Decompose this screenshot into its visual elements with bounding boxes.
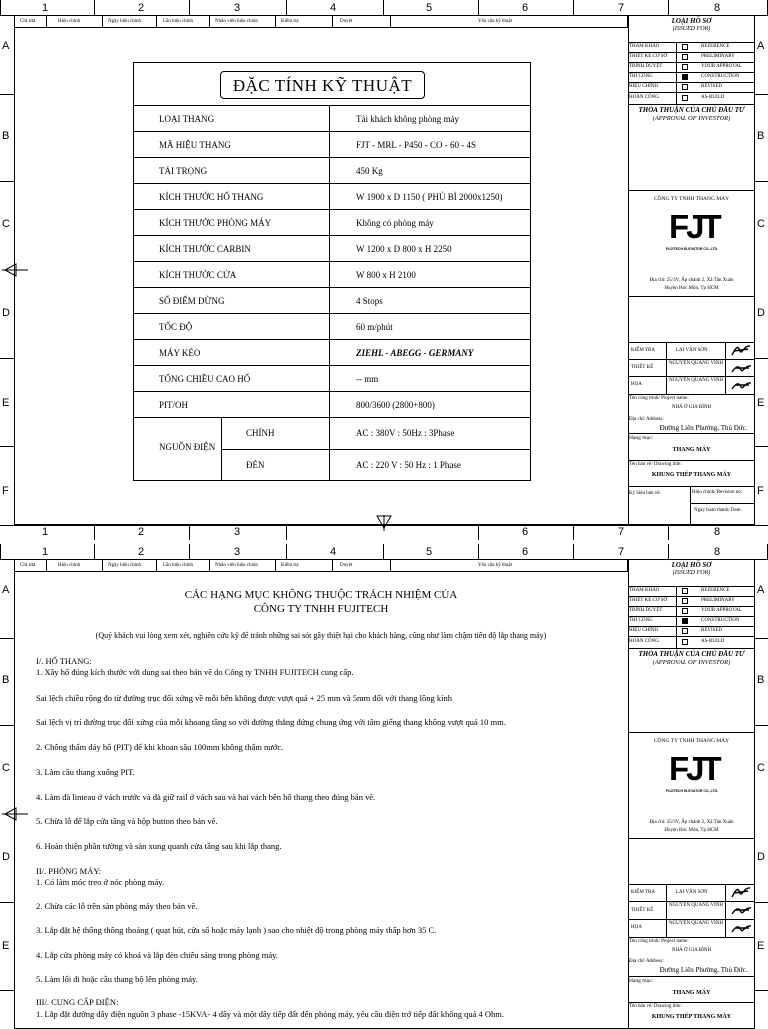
power-value-main: AC : 380V : 50Hz : 3Phase bbox=[356, 428, 455, 438]
project-label: Tên công trình/ Project name: bbox=[629, 939, 689, 944]
row-letter-a: A bbox=[2, 40, 10, 52]
status-label-en: PRELIMINARY bbox=[701, 598, 735, 603]
signature-icon bbox=[730, 343, 752, 357]
spec-row bbox=[134, 157, 530, 183]
row-letter-c: C bbox=[2, 218, 10, 230]
spec-key: KÍCH THƯỚC CỬA bbox=[159, 270, 237, 280]
revision-label: Hiệu chỉnh/ Revision no: bbox=[692, 490, 743, 495]
status-label-en: CONSTRUCTION bbox=[701, 74, 740, 79]
notes-line: 3. Lắp đặt hệ thống thông thoáng ( quạt hút, cửa sổ hoặc máy lạnh ) sao cho nhiệt độ trong phòng máy thấp hơn 35 C. bbox=[36, 925, 437, 935]
header-cell-5: Nhân viên hiệu chỉnh bbox=[215, 563, 258, 568]
logo-subtitle: FUJITECH ELEVATOR CO.,LTD. bbox=[665, 789, 719, 793]
spec-key: MÃ HIỆU THANG bbox=[159, 140, 231, 150]
row-letter-c-right: C bbox=[757, 762, 765, 774]
spec-row bbox=[134, 235, 530, 261]
spec-row bbox=[134, 183, 530, 209]
col-num-1-bottom: 1 bbox=[42, 526, 49, 538]
spec-value: 800/3600 (2800+800) bbox=[356, 400, 435, 410]
row-letter-e: E bbox=[2, 397, 10, 409]
header-cell-2: Hiệu chỉnh bbox=[58, 563, 81, 568]
company-logo bbox=[665, 208, 719, 254]
status-label-en: YOUR APPROVAL bbox=[701, 608, 742, 613]
project-address: Đường Liên Phường, Thủ Đức. bbox=[659, 424, 748, 432]
col-num-2-bottom: 2 bbox=[138, 526, 145, 538]
status-label: THI CÔNG bbox=[629, 618, 653, 623]
col-num-2: 2 bbox=[138, 546, 145, 558]
spec-key: PIT/OH bbox=[159, 400, 188, 410]
header-cell-3: Ngày hiệu chỉnh bbox=[108, 563, 142, 568]
spec-value: 4 Stops bbox=[356, 296, 383, 306]
row-letter-a: A bbox=[2, 584, 10, 596]
col-num-1: 1 bbox=[42, 2, 49, 14]
spec-value: 60 m/phút bbox=[356, 322, 393, 332]
revision-header bbox=[14, 559, 628, 572]
status-label-en: AS-BUILD bbox=[701, 639, 725, 644]
project-label: Tên công trình/ Project name: bbox=[629, 396, 689, 401]
col-num-7: 7 bbox=[618, 546, 625, 558]
signature-icon bbox=[730, 361, 752, 375]
col-num-1: 1 bbox=[42, 546, 49, 558]
status-checkbox-approval[interactable] bbox=[682, 64, 688, 70]
row-letter-b-right: B bbox=[757, 674, 765, 686]
col-num-6: 6 bbox=[522, 546, 529, 558]
staff-name-draw: NGUYỄN QUANG VINH bbox=[668, 921, 724, 926]
row-letter-e: E bbox=[2, 940, 10, 952]
header-cell-7: Duyệt bbox=[340, 563, 353, 568]
status-label: HOÀN CÔNG bbox=[629, 639, 659, 644]
staff-role-draw: HỌA bbox=[631, 382, 642, 387]
notes-line: 1. Lắp đặt đường dây điện nguồn 3 phase -15KVA- 4 dây và một dây tiếp đất đến phòng máy, yêu cầu điện trở tiếp đất không quá 4 Ohm. bbox=[36, 1009, 505, 1019]
status-checkbox-construction[interactable] bbox=[682, 74, 688, 80]
col-num-5: 5 bbox=[426, 2, 433, 14]
notes-title-2: CÔNG TY TNHH FUJITECH bbox=[253, 603, 389, 615]
notes-line: 6. Hoàn thiện phần tường và sàn xung quanh cửa tầng sau khi lắp thang. bbox=[36, 841, 282, 851]
status-checkbox-asbuild[interactable] bbox=[682, 95, 688, 101]
staff-name-design: NGUYỄN QUANG VINH bbox=[668, 903, 724, 908]
status-label-en: PRELIMINARY bbox=[701, 54, 735, 59]
row-letter-f-right: F bbox=[757, 485, 764, 497]
spec-value: ZIEHL - ABEGG - GERMANY bbox=[356, 348, 474, 358]
staff-role-draw: HỌA bbox=[631, 925, 642, 930]
spec-title: ĐẶC TÍNH KỸ THUẬT bbox=[220, 71, 425, 99]
power-value-light: AC : 220 V : 50 Hz : 1 Phase bbox=[356, 460, 461, 470]
revision-header bbox=[14, 15, 628, 28]
notes-section-heading: I/. HỐ THANG: bbox=[36, 656, 92, 666]
spec-row bbox=[134, 313, 530, 339]
spec-row bbox=[134, 131, 530, 157]
spec-row bbox=[134, 339, 530, 365]
staff-name-check: LẠI VĂN SƠN bbox=[676, 890, 708, 895]
row-letter-c-right: C bbox=[757, 218, 765, 230]
notes-line: 2. Chống thấm đáy hố (PIT) để khi khoan sâu 100mm không thấm nước. bbox=[36, 742, 284, 752]
row-letter-b: B bbox=[2, 674, 10, 686]
spec-key: TẢI TRỌNG bbox=[159, 166, 208, 176]
spec-power-row bbox=[134, 417, 530, 480]
spec-value: W 800 x H 2100 bbox=[356, 270, 416, 280]
status-checkbox-reference[interactable] bbox=[682, 44, 688, 50]
staff-role-check: KIỂM TRA bbox=[631, 348, 655, 353]
spec-key: SỐ ĐIỂM DỪNG bbox=[159, 296, 225, 306]
status-label: HIỆU CHỈNH bbox=[629, 84, 659, 89]
col-num-2: 2 bbox=[138, 2, 145, 14]
status-checkbox-preliminary[interactable] bbox=[682, 54, 688, 60]
header-cell-1: Chỉ sửa bbox=[20, 563, 36, 568]
spec-key: TỔNG CHIỀU CAO HỐ bbox=[159, 374, 251, 384]
header-cell-8: Yêu cầu kỹ thuật bbox=[478, 563, 513, 568]
col-num-3-bottom: 3 bbox=[234, 526, 241, 538]
status-label-en: YOUR APPROVAL bbox=[701, 64, 742, 69]
company-name: CÔNG TY TNHH THANG MÁY bbox=[653, 196, 730, 202]
notes-line: 5. Chừa lỗ để lắp cửa tầng và hộp button theo bản vẽ. bbox=[36, 816, 218, 826]
company-address-2: Huyện Hóc Môn, Tp HCM bbox=[664, 828, 719, 833]
col-num-8: 8 bbox=[714, 546, 721, 558]
header-cell-2: Hiệu chỉnh bbox=[58, 19, 81, 24]
logo-mark: FJT bbox=[669, 208, 719, 245]
status-checkbox-asbuild[interactable] bbox=[682, 639, 688, 645]
notes-line: Sai lệch chiều rộng đo từ đường trục đối xứng về mỗi bên không được vượt quá + 25 mm và 5mm đối với thang lồng kính bbox=[36, 693, 452, 703]
approval-title: THỎA THUẬN CỦA CHỦ ĐẦU TƯ bbox=[638, 650, 745, 658]
signature-icon bbox=[730, 903, 752, 917]
col-num-8: 8 bbox=[714, 2, 721, 14]
status-label: HOÀN CÔNG bbox=[629, 95, 659, 100]
row-letter-a-right: A bbox=[757, 584, 765, 596]
center-mark-left-icon bbox=[2, 806, 28, 822]
col-num-3: 3 bbox=[234, 546, 241, 558]
status-checkbox-revised[interactable] bbox=[682, 84, 688, 90]
company-name: CÔNG TY TNHH THANG MÁY bbox=[653, 738, 730, 744]
status-label: THI CÔNG bbox=[629, 74, 653, 79]
spec-row bbox=[134, 105, 530, 131]
notes-line: 4. Lắp cửa phòng máy có khoá và lắp đèn chiếu sáng trong phòng máy. bbox=[36, 950, 278, 960]
issued-for-title: LOẠI HỒ SƠ bbox=[671, 17, 712, 25]
header-cell-6: Kiểm tra bbox=[281, 19, 299, 24]
header-cell-3: Ngày hiệu chỉnh bbox=[108, 19, 142, 24]
status-checkbox-reference[interactable] bbox=[682, 588, 688, 594]
project-name: NHÀ Ở GIA ĐÌNH bbox=[671, 948, 712, 953]
status-label: TRÌNH DUYỆT bbox=[629, 608, 663, 613]
col-num-7-bottom: 7 bbox=[618, 526, 625, 538]
approval-title: THỎA THUẬN CỦA CHỦ ĐẦU TƯ bbox=[638, 106, 745, 114]
drawing-label: Tên bản vẽ/ Drawing title: bbox=[629, 462, 682, 467]
spec-value: FJT - MRL - P450 - CO - 60 - 4S bbox=[356, 140, 477, 150]
spec-value: -- mm bbox=[356, 374, 379, 384]
status-label-en: REVISED bbox=[701, 84, 723, 89]
item-label: Hạng mục: bbox=[629, 435, 654, 441]
notes-line: 1. Có làm móc treo ở nóc phòng máy. bbox=[36, 877, 165, 887]
notes-line: 3. Làm cầu thang xuống PIT. bbox=[36, 767, 135, 777]
spec-value: Không có phòng máy bbox=[356, 218, 434, 228]
spec-key: TỐC ĐỘ bbox=[159, 322, 193, 332]
notes-section-heading: III/. CUNG CẤP ĐIỆN: bbox=[36, 997, 119, 1007]
header-cell-4: Lần hiệu chỉnh bbox=[163, 19, 193, 24]
spec-value: W 1200 x D 800 x H 2250 bbox=[356, 244, 452, 254]
row-letter-b-right: B bbox=[757, 130, 765, 142]
drawing-sheet-2 bbox=[0, 544, 768, 1024]
spec-key: LOẠI THANG bbox=[159, 114, 215, 124]
col-num-6: 6 bbox=[522, 2, 529, 14]
status-label: THAM KHẢO bbox=[629, 588, 660, 593]
row-letter-e-right: E bbox=[757, 940, 765, 952]
staff-role-check: KIỂM TRA bbox=[631, 890, 655, 895]
item-name: THANG MÁY bbox=[672, 447, 711, 453]
col-num-4: 4 bbox=[330, 2, 337, 14]
item-name: THANG MÁY bbox=[672, 990, 711, 996]
staff-name-check: LẠI VĂN SƠN bbox=[676, 348, 708, 353]
spec-key: MÁY KÉO bbox=[159, 348, 201, 358]
company-address: Địa chỉ: 25/3V, Ấp chánh 2, Xã Tân Xuân bbox=[649, 278, 734, 283]
header-cell-8: Yêu cầu kỹ thuật bbox=[478, 19, 513, 24]
power-key-light: ĐÈN bbox=[246, 460, 265, 470]
project-address: Đường Liên Phường, Thủ Đức. bbox=[659, 966, 748, 974]
row-letter-c: C bbox=[2, 762, 10, 774]
power-key-main: CHÍNH bbox=[246, 428, 275, 438]
approval-subtitle: (APPROVAL OF INVESTOR) bbox=[652, 659, 731, 666]
notes-title-1: CÁC HẠNG MỤC KHÔNG THUỘC TRÁCH NHIỆM CỦA bbox=[184, 589, 458, 601]
status-label-en: REVISED bbox=[701, 628, 723, 633]
spec-row bbox=[134, 261, 530, 287]
status-label: TRÌNH DUYỆT bbox=[629, 64, 663, 69]
logo-subtitle: FUJITECH ELEVATOR CO.,LTD. bbox=[665, 247, 719, 251]
issued-for-subtitle: (ISSUED FOR) bbox=[672, 570, 711, 576]
project-name: NHÀ Ở GIA ĐÌNH bbox=[671, 405, 712, 410]
status-checkbox-approval[interactable] bbox=[682, 608, 688, 614]
status-label: THIẾT KẾ CƠ SỞ bbox=[629, 54, 668, 59]
spec-row bbox=[134, 391, 530, 417]
row-letter-a-right: A bbox=[757, 40, 765, 52]
staff-role-design: THIẾT KẾ bbox=[631, 365, 654, 370]
status-label: HIỆU CHỈNH bbox=[629, 628, 659, 633]
status-label-en: REFERENCE bbox=[701, 588, 730, 593]
row-letter-d-right: D bbox=[757, 307, 765, 319]
item-label: Hạng mục: bbox=[629, 978, 654, 984]
approval-subtitle: (APPROVAL OF INVESTOR) bbox=[652, 115, 731, 122]
row-letter-d: D bbox=[2, 851, 10, 863]
notes-line: 4. Làm đà linteau ở vách trước và đà giữ rail ở vách sau và hai vách bên hố thang theo đúng bản vẽ. bbox=[36, 792, 376, 802]
spec-value: Tải khách không phòng máy bbox=[356, 114, 459, 124]
issued-for-title: LOẠI HỒ SƠ bbox=[671, 561, 712, 569]
header-cell-6: Kiểm tra bbox=[281, 563, 299, 568]
header-cell-5: Nhân viên hiệu chỉnh bbox=[215, 19, 258, 24]
company-address-2: Huyện Hóc Môn, Tp HCM bbox=[664, 286, 719, 291]
center-mark-left-icon bbox=[2, 262, 28, 278]
row-letter-d: D bbox=[2, 307, 10, 319]
status-label-en: CONSTRUCTION bbox=[701, 618, 740, 623]
logo-mark: FJT bbox=[669, 750, 719, 787]
status-checkbox-preliminary[interactable] bbox=[682, 598, 688, 604]
col-num-3: 3 bbox=[234, 2, 241, 14]
notes-subtitle: (Quý khách vui lòng xem xét, nghiên cứu kỹ để tránh những sai sót gây thiệt hại cho khách hàng, cũng như làm chậm tiến độ lắp thang máy) bbox=[95, 631, 547, 640]
drawing-title: KHUNG THÉP THANG MÁY bbox=[651, 1014, 732, 1020]
status-checkbox-construction[interactable] bbox=[682, 618, 688, 624]
drawing-title: KHUNG THÉP THANG MÁY bbox=[651, 472, 732, 478]
spec-row bbox=[134, 287, 530, 313]
address-label: Địa chỉ/ Address: bbox=[629, 959, 664, 964]
spec-value: W 1900 x D 1150 ( PHỦ BÌ 2000x1250) bbox=[356, 192, 503, 202]
notes-line: 5. Làm lối đi hoặc cầu thang bộ lên phòng máy. bbox=[36, 974, 198, 984]
row-letter-f: F bbox=[2, 485, 9, 497]
status-label: THAM KHẢO bbox=[629, 44, 660, 49]
staff-name-design: NGUYỄN QUANG VINH bbox=[668, 361, 724, 366]
header-cell-1: Chỉ sửa bbox=[20, 19, 36, 24]
address-label: Địa chỉ/ Address: bbox=[629, 417, 664, 422]
spec-key: KÍCH THƯỚC HỐ THANG bbox=[159, 192, 264, 202]
signature-icon bbox=[730, 378, 752, 392]
status-label: THIẾT KẾ CƠ SỞ bbox=[629, 598, 668, 603]
row-letter-e-right: E bbox=[757, 397, 765, 409]
spec-key: KÍCH THƯỚC PHÒNG MÁY bbox=[159, 218, 272, 228]
col-num-4: 4 bbox=[330, 546, 337, 558]
header-cell-4: Lần hiệu chỉnh bbox=[163, 563, 193, 568]
date-label: Ngày hoàn thành/ Date: bbox=[694, 508, 742, 513]
col-num-7: 7 bbox=[618, 2, 625, 14]
header-cell-7: Duyệt bbox=[340, 19, 353, 24]
signature-icon bbox=[730, 921, 752, 935]
status-checkbox-revised[interactable] bbox=[682, 628, 688, 634]
spec-value: 450 Kg bbox=[356, 166, 383, 176]
row-letter-b: B bbox=[2, 130, 10, 142]
notes-line: 1. Xây hố đúng kích thước với dung sai theo bản vẽ do Công ty TNHH FUJITECH cung cấp. bbox=[36, 667, 354, 677]
col-num-6-bottom: 6 bbox=[522, 526, 529, 538]
issued-for-subtitle: (ISSUED FOR) bbox=[672, 26, 711, 32]
power-label: NGUỒN ĐIỆN bbox=[159, 442, 216, 452]
spec-key: KÍCH THƯỚC CARBIN bbox=[159, 244, 251, 254]
spec-row bbox=[134, 365, 530, 391]
col-num-5: 5 bbox=[426, 546, 433, 558]
notes-line: 2. Chừa các lỗ trên sàn phòng máy theo bản vẽ. bbox=[36, 901, 198, 911]
staff-name-draw: NGUYỄN QUANG VINH bbox=[668, 378, 724, 383]
notes-section-heading: II/. PHÒNG MÁY: bbox=[36, 866, 102, 876]
status-label-en: AS-BUILD bbox=[701, 95, 725, 100]
col-num-8-bottom: 8 bbox=[714, 526, 721, 538]
status-label-en: REFERENCE bbox=[701, 44, 730, 49]
company-address: Địa chỉ: 25/3V, Ấp chánh 2, Xã Tân Xuân bbox=[649, 820, 734, 825]
company-logo bbox=[665, 750, 719, 796]
spec-table bbox=[133, 62, 531, 481]
notes-line: Sai lệch vị trí đường trục đối xứng của mỗi khoang tầng so với đường thẳng đứng chung ứng với tâm giếng thang không vượt quá 10 mm. bbox=[36, 717, 506, 727]
staff-role-design: THIẾT KẾ bbox=[631, 908, 654, 913]
spec-row bbox=[134, 209, 530, 235]
signature-icon bbox=[730, 885, 752, 899]
code-label: Ký hiệu bản vẽ: bbox=[629, 491, 661, 496]
center-mark-icon bbox=[375, 515, 393, 531]
row-letter-d-right: D bbox=[757, 851, 765, 863]
drawing-label: Tên bản vẽ/ Drawing title: bbox=[629, 1004, 682, 1009]
